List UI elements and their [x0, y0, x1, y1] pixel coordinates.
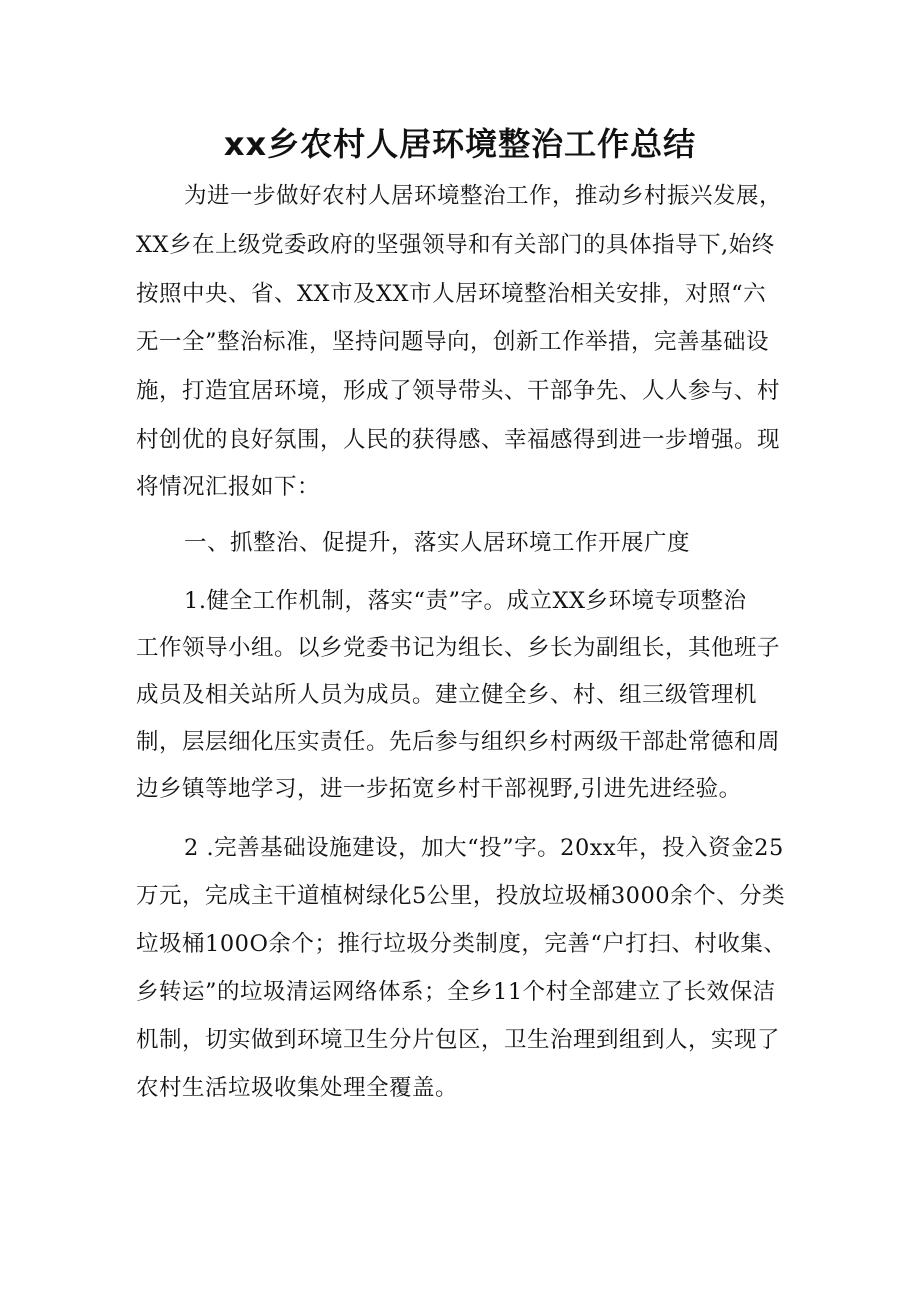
paragraph-3-line-5: 机制，切实做到环境卫生分片包区，卫生治理到组到人，实现了 — [136, 1027, 781, 1053]
paragraph-2-line-2: 工作领导小组。以乡党委书记为组长、乡长为副组长，其他班子 — [136, 635, 781, 661]
paragraph-1-line-7: 将情况汇报如下： — [136, 474, 321, 500]
paragraph-2-line-5: 边乡镇等地学习，进一步拓宽乡村干部视野,引进先进经验。 — [136, 776, 742, 802]
paragraph-3-line-6: 农村生活垃圾收集处理全覆盖。 — [136, 1075, 459, 1101]
paragraph-1-line-4: 无一全”整治标准，坚持问题导向，创新工作举措，完善基础设 — [136, 329, 770, 355]
paragraph-1-line-5: 施，打造宜居环境，形成了领导带头、干部争先、人人参与、村 — [136, 378, 781, 404]
paragraph-2-line-3: 成员及相关站所人员为成员。建立健全乡、村、组三级管理机 — [136, 682, 758, 708]
document-title: xx乡农村人居环境整治工作总结 — [223, 125, 697, 163]
paragraph-1-line-6: 村创优的良好氛围，人民的获得感、幸福感得到进一步增强。现 — [136, 427, 781, 453]
paragraph-1-line-2: XX乡在上级党委政府的坚强领导和有关部门的具体指导下,始终 — [136, 232, 775, 258]
paragraph-3-line-3: 垃圾桶100O余个；推行垃圾分类制度，完善“户打扫、村收集、 — [136, 931, 787, 957]
paragraph-1-line-3: 按照中央、省、XX市及XX市人居环境整治相关安排，对照“六 — [136, 281, 767, 307]
paragraph-2-line-1: 1.健全工作机制，落实“责”字。成立XX乡环境专项整治 — [184, 588, 747, 614]
paragraph-2-line-4: 制，层层细化压实责任。先后参与组织乡村两级干部赴常德和周 — [136, 729, 781, 755]
paragraph-1-line-1: 为进一步做好农村人居环境整治工作，推动乡村振兴发展， — [184, 183, 783, 209]
section-heading-1: 一、抓整治、促提升，落实人居环境工作开展广度 — [184, 530, 691, 556]
paragraph-3-line-1: 2 .完善基础设施建设，加大“投”字。20xx年，投入资金25 — [184, 835, 784, 861]
paragraph-3-line-4: 乡转运”的垃圾清运网络体系；全乡11个村全部建立了长效保洁 — [136, 979, 776, 1005]
paragraph-3-line-2: 万元，完成主干道植树绿化5公里，投放垃圾桶3000余个、分类 — [136, 883, 786, 909]
